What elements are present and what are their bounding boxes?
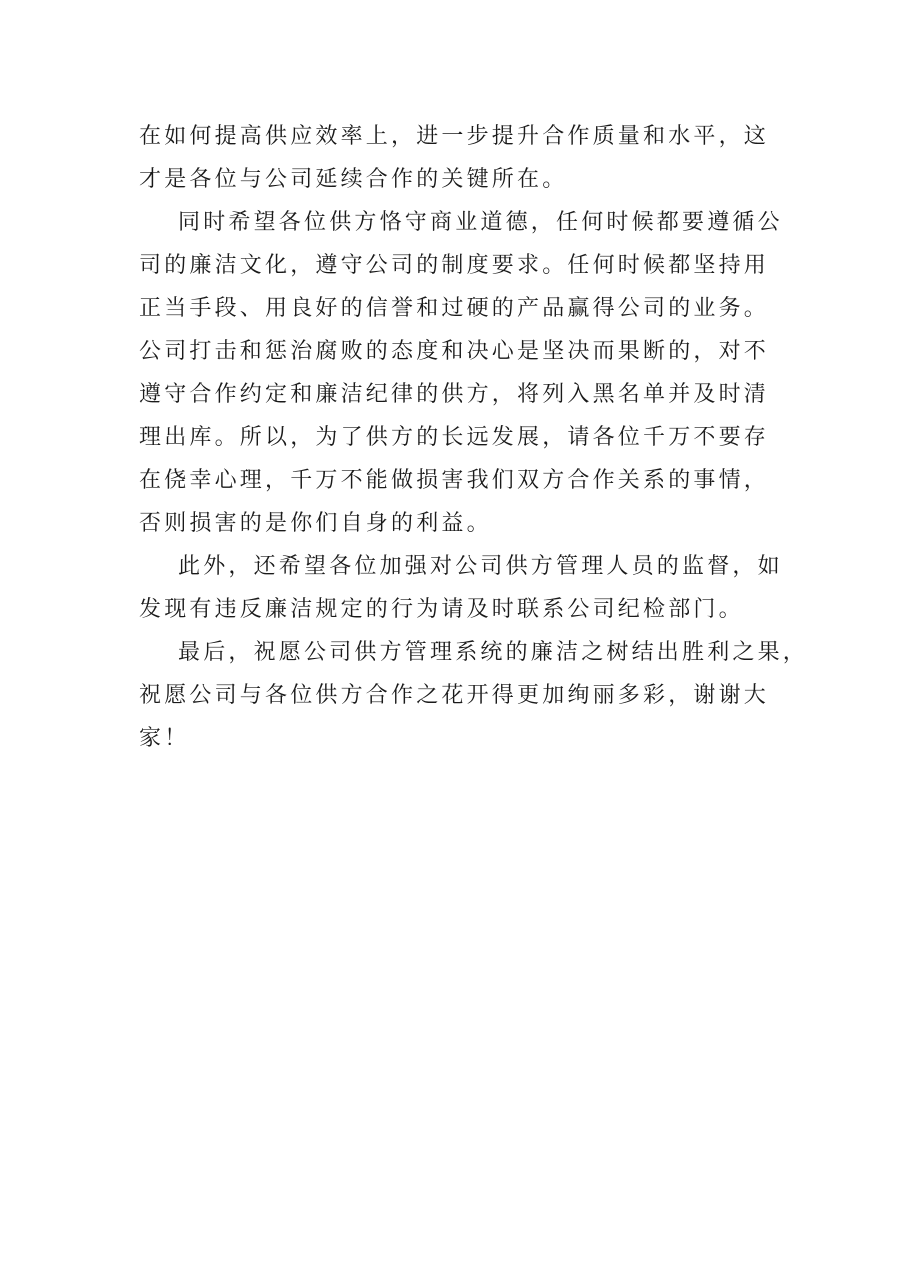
text-line: 遵守合作约定和廉洁纪律的供方，将列入黑名单并及时清 [139, 382, 770, 407]
text-line: 在侥幸心理，千万不能做损害我们双方合作关系的事情， [139, 468, 770, 493]
document-body [139, 121, 809, 766]
text-line: 公司打击和惩治腐败的态度和决心是坚决而果断的，对不 [139, 339, 770, 364]
text-line: 最后，祝愿公司供方管理系统的廉洁之树结出胜利之果， [178, 640, 809, 665]
paragraph-2 [139, 207, 789, 539]
text-line: 才是各位与公司延续合作的关键所在。 [139, 167, 568, 192]
paragraph-4 [139, 637, 809, 754]
paragraph-1 [139, 121, 789, 195]
text-line: 同时希望各位供方恪守商业道德，任何时候都要遵循公 [178, 210, 783, 235]
text-line: 理出库。所以，为了供方的长远发展，请各位千万不要存 [139, 425, 770, 450]
text-line: 祝愿公司与各位供方合作之花开得更加绚丽多彩，谢谢大 [139, 683, 770, 708]
text-line: 发现有违反廉洁规定的行为请及时联系公司纪检部门。 [139, 597, 744, 622]
text-line: 司的廉洁文化，遵守公司的制度要求。任何时候都坚持用 [139, 253, 770, 278]
text-line: 否则损害的是你们自身的利益。 [139, 511, 492, 536]
text-line: 此外，还希望各位加强对公司供方管理人员的监督，如 [178, 554, 783, 579]
text-line: 在如何提高供应效率上，进一步提升合作质量和水平，这 [139, 124, 770, 149]
text-line: 正当手段、用良好的信誉和过硬的产品赢得公司的业务。 [139, 296, 770, 321]
paragraph-3 [139, 551, 789, 625]
text-line: 家！ [139, 726, 190, 751]
